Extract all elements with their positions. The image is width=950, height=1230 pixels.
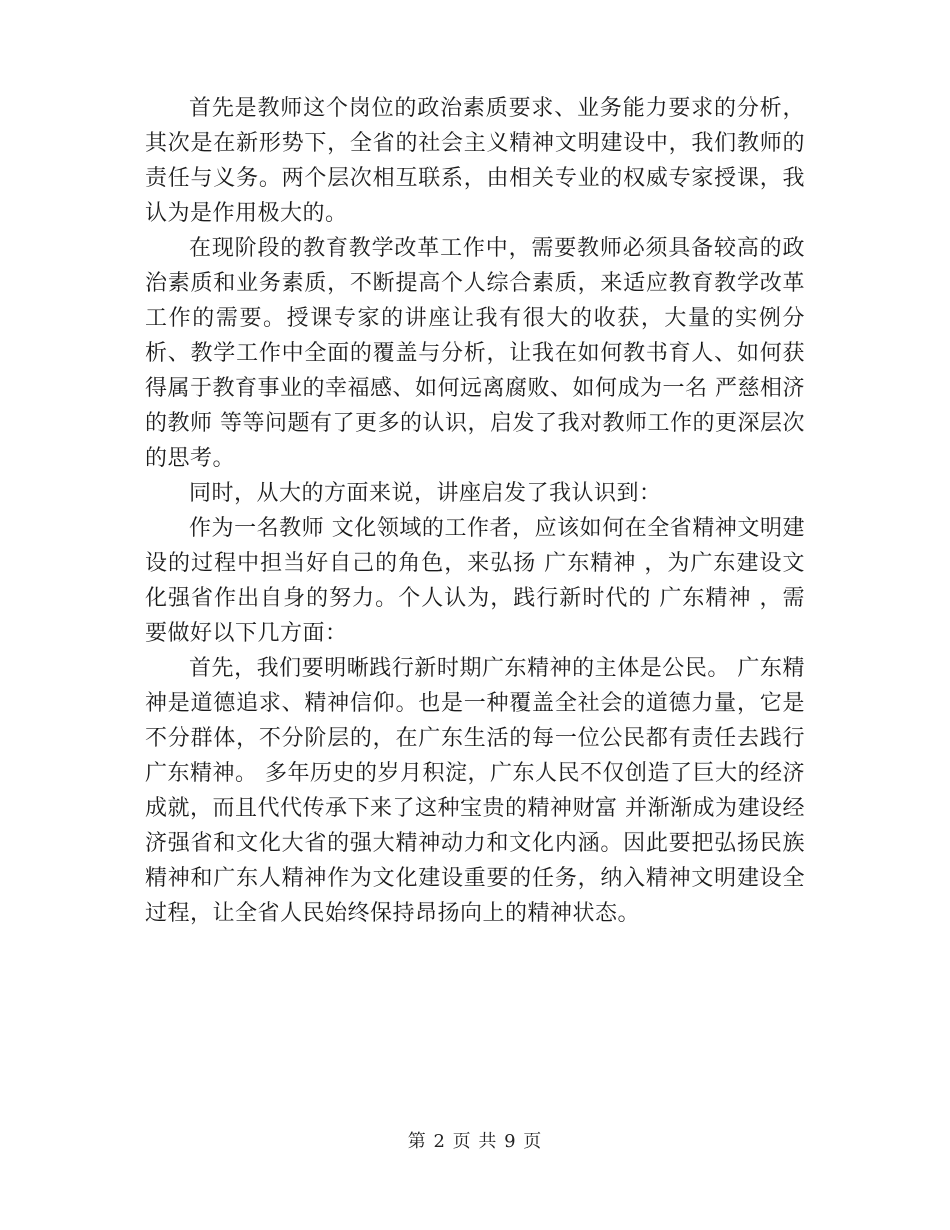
document-body [145,91,805,931]
page-number-footer: 第 2 页 共 9 页 [407,1131,543,1152]
paragraph-1: 首先是教师这个岗位的政治素质要求、业务能力要求的分析，其次是在新形势下，全省的社会主义精神文明建设中，我们教师的责任与义务。两个层次相互联系，由相关专业的权威专家授课，我认为是作用极大的。 [145,96,805,226]
paragraph-2: 在现阶段的教育教学改革工作中，需要教师必须具备较高的政治素质和业务素质，不断提高个人综合素质，来适应教育教学改革工作的需要。授课专家的讲座让我有很大的收获，大量的实例分析、教学工作中全面的覆盖与分析，让我在如何教书育人、如何获得属于教育事业的幸福感、如何远离腐败、如何成为一名 严慈相济 的教师 等等问题有了更多的认识，启发了我对教师工作的更深层次的思考。 [145,236,805,471]
paragraph-3: 同时，从大的方面来说，讲座启发了我认识到： [189,481,662,506]
paragraph-5: 首先，我们要明晰践行新时期广东精神的主体是公民。 广东精神是道德追求、精神信仰。也是一种覆盖全社会的道德力量，它是不分群体，不分阶层的，在广东生活的每一位公民都有责任去践行 广东精神。 多年历史的岁月积淀，广东人民不仅创造了巨大的经济成就，而且代代传承下来了这种宝贵的精神财富 并渐渐成为建设经济强省和文化大省的强大精神动力和文化内涵。因此要把弘扬民族精神和广东人精神作为文化建设重要的任务，纳入精神文明建设全过程，让全省人民始终保持昂扬向上的精神状态。 [145,656,805,926]
paragraph-4: 作为一名教师 文化领域的工作者，应该如何在全省精神文明建设的过程中担当好自己的角色，来弘扬 广东精神 ，为广东建设文化强省作出自身的努力。个人认为，践行新时代的 广东精神 ，需要做好以下几方面： [145,516,805,646]
